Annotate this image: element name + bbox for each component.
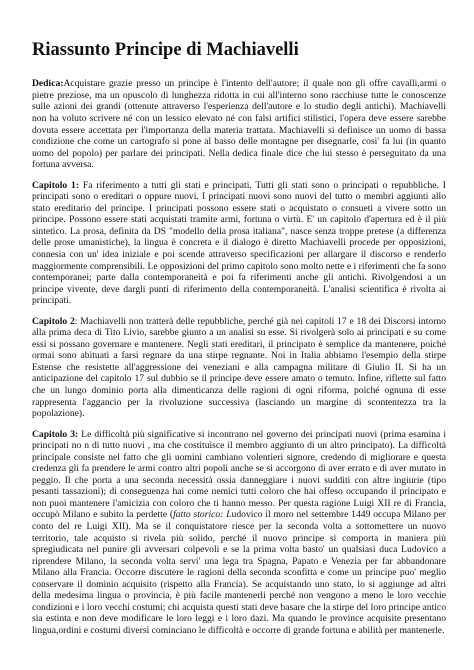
paragraph-capitolo-1 — [32, 180, 446, 307]
capitolo-2-label: Capitolo 2 — [32, 315, 75, 327]
dedica-label: Dedica: — [32, 78, 64, 90]
capitolo-3-italic-note: fatto storico: L — [173, 509, 232, 521]
paragraph-capitolo-3 — [32, 429, 446, 637]
dedica-text: Acquistare grazie presso un principe è l'intento dell'autore; il quale non gli offre cavalli,armi o pietre preziose, ma un opuscolo di lunghezza ridotta in cui all'interno sono racchiuse tutte le conoscenze sulle azioni dei grandi (ottenute attraverso l'esperienza dell'autore e lo studio degli antichi). Machiavelli non ha voluto scrivere né con un lessico elevato né con falsi artifici stilistici, l'opera deve essere sarebbe dovuta essere accettata per l'importanza della materia trattata. Machiavelli si definisce un uomo di bassa condizione che come un cartografo si pone al basso delle montagne per disegnarle, cosi' fa lui (in quanto uomo del popolo) per parlare dei principati. Nella dedica finale dice che lui stesso è perseguitato da una fortuna avversa. — [32, 78, 446, 171]
capitolo-1-label: Capitolo 1: — [32, 179, 80, 191]
capitolo-3-text-end: udovico il moro nel settembre 1449 occupa Milano per conto del re Luigi XII). Ma se il conquistatore riesce per la seconda volta a sottomettere un nuovo territorio, tale acquisto si rivela più solido, perché il nuovo principe si comporta in maniera più spregiudicata nel punire gli avversari colpevoli e se la prima volta basto' un qualsiasi duca Ludovico a riprendere Milano, la seconda volta servi' una lega tra Spagna, Papato e Venezia per far abbandonare Milano alla Francia. Occorre discutere le ragioni della seconda sconfitta e come un principe puo' meglio conservare il dominio acquisito (rispetto alla Francia). Se acquistando uno stato, lo si aggiunge ad altri della medesima lingua o provincia, è più facile mantenerli perché non vengono a meno le loro vecchie condizioni e i loro vecchi costumi; chi acquista questi stati deve basare che la stirpe del loro principe antico sia estinta e non deve modificare le loro leggi e i loro dazi. Ma quando le province acquisite presentano lingua,ordini e costumi diversi cominciano le difficoltà e occorre di grande fortuna e abilità per mantenerle. — [32, 509, 446, 636]
capitolo-3-label: Capitolo 3: — [32, 428, 79, 440]
paragraph-dedica — [32, 78, 446, 170]
paragraph-capitolo-2 — [32, 316, 446, 420]
capitolo-1-text: Fa riferimento a tutti gli stati e principati. Tutti gli stati sono o principati o repubbliche. I principati sono o ereditari o oppure nuovi. I principati nuovi sono nuovi del tutto o membri aggiunti allo stato ereditario del principe. I principati possono essere stati o acquistato o consueti a vivere sotto un principe. Possono essere stati acquistati tramite armi, fortuna o virtù. E' un capitolo d'apertura ed è il più sintetico. La prosa, definita da DS "modello della prosa italiana", nasce senza troppe pretese (a differenza delle prose umanistiche), la lingua è concreta e il dialogo è diretto Machiavelli procede per opposizioni, connesia con un' idea iniziale e poi scende attraverso specificazioni per allargare il discorso e renderlo maggiormente comprensibili. Le opposizioni del primo capitolo sono molto nette e i riferimenti che fa sono contemporanei; parte dalla contemporaneità e poi fa riferimenti anche gli antichi. Rivolgendosi a un principe vivente, deve dargli punti di riferimento della contemporaneità. L'analisi scientifica è rivolta ai principati. — [32, 179, 446, 307]
capitolo-3-text-start: Le difficoltà più significative si incontrano nel governo dei principati nuovi (prima esamina i principati no n di tutto nuovi , ma che costituisce il membro aggiunto di un altro principato). La difficoltà principale consiste nel fatto che gli uomini cambiano volentieri signore, credendo di migliorare e questa credenza gli fa prendere le armi contro altri popoli anche se si accorgono di aver errato e di aver mutato in peggio. Il che porta a una seconda necessità ossia danneggiare i nuovi sudditi con altre ingiurie (tipo pesanti tassazioni); di conseguenza hai come nemici tutti coloro che hai offeso occupando il principato e non puoi mantenere l'amicizia con coloro che ti hanno messo. Per questa ragione Luigi XII re di Francia, occupò Milano e subito la perdette ( — [32, 428, 446, 521]
capitolo-2-text: : Machiavelli non tratterà delle repubbliche, perché già nei capitoli 17 e 18 dei Discorsi intorno alla prima deca di Tito Livio, sarebbe giunto a un analisi su esse. Si rivolgerà solo ai principati e su come essi si possano governare e mantenere. Negli stati ereditari, il principato è semplice da mantenere, poiché ormai sono abituati a farsi regnare da una stirpe regnante. Noi in Italia abbiamo l'esempio della stirpe Estense che resistette all'aggressione dei veneziani e alla campagna militare di Giulio II. Si ha un anticipazione del capitolo 17 sul dubbio se il principe deve essere amato o temuto. Infine, riflette sul fatto che un lungo dominio porta alla dimenticanza delle ragioni di ogni riforma, poiché ognuna di esse rappresenta l'aggancio per la rivoluzione successiva (lasciando un margine di scontentezza tra la popolazione). — [32, 315, 446, 420]
document-title: Riassunto Principe di Machiavelli — [32, 40, 299, 60]
